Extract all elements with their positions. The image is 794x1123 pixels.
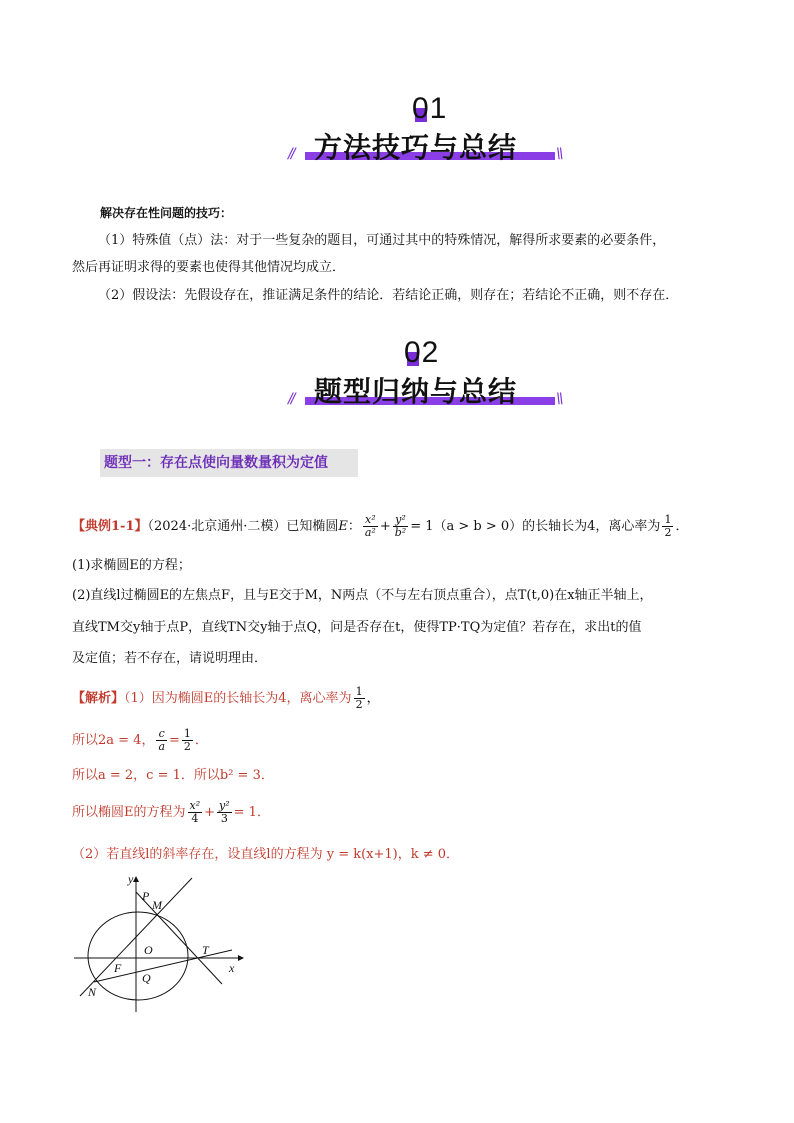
section2-left-slash-icon: // <box>288 391 294 407</box>
question-2-line-3: 及定值；若不存在，请说明理由． <box>72 651 268 666</box>
y-axis-arrow-icon <box>133 876 139 882</box>
fraction-y2-b2: $\frac{\text{y²}}{\text{b²}}$ <box>394 513 407 539</box>
solution-line-4: 所以椭圆E的方程为 $\frac{\text{x²}}{4}$ + $\frac{\text{y²}}{3}$ = 1． <box>72 799 270 825</box>
ellipse-e-symbol: E <box>338 519 348 534</box>
solution-tag: 【解析】 <box>72 691 125 706</box>
section2-title: 题型归纳与总结 <box>314 375 518 408</box>
label-p: P <box>142 889 150 903</box>
solution-line-1: 【解析】（1）因为椭圆E的长轴长为4，离心率为 $\frac{1}{2}$ ， <box>72 685 380 711</box>
label-x: x <box>229 961 235 975</box>
type1-label: 题型一：存在点使向量数量积为定值 <box>104 455 328 471</box>
section2-right-slash-icon: \\ <box>556 391 562 407</box>
label-o: O <box>144 943 153 957</box>
example-statement: 【典例1-1】（2024·北京通州·二模）已知椭圆E： $\frac{\text{x²}}{\text{a²}}$ + $\frac{\text{y²}}{\text{b²}}$ = 1（a > b > 0）的长轴长为4，离心率为 $\frac{1}{2}$ ． <box>72 513 689 539</box>
technique-item-1-line-2: 然后再证明求得的要素也使得其他情况均成立． <box>72 260 346 275</box>
section1-title: 方法技巧与总结 <box>314 131 518 164</box>
solution-line-2: 所以2a = 4， $\frac{c}{a}$ = $\frac{1}{2}$ ． <box>72 727 208 753</box>
x-axis-arrow-icon <box>238 955 244 961</box>
example-source: （2024·北京通州·二模）已知椭圆 <box>147 519 339 534</box>
fraction-one-half: $\frac{1}{2}$ <box>664 513 672 539</box>
label-f: F <box>114 961 122 975</box>
label-m: M <box>152 898 162 912</box>
fraction-y2-over-3: $\frac{\text{y²}}{3}$ <box>219 799 230 825</box>
section2-number: 02 <box>404 336 440 369</box>
ellipse-e <box>88 912 188 1000</box>
label-n: N <box>88 985 97 999</box>
label-q: Q <box>142 971 151 985</box>
fraction-x2-a2: $\frac{\text{x²}}{\text{a²}}$ <box>364 513 376 539</box>
fraction-one-half-2: $\frac{1}{2}$ <box>355 685 363 711</box>
example-condition: （a > b > 0）的长轴长为4，离心率为 <box>433 519 661 534</box>
techniques-heading: 解决存在性问题的技巧： <box>100 206 233 220</box>
section1-left-slash-icon: // <box>288 146 294 162</box>
solution-line-5: （2）若直线l的斜率存在，设直线l的方程为 y = k(x+1)，k ≠ 0． <box>72 847 460 862</box>
solution-line-3: 所以a = 2，c = 1．所以b² = 3． <box>72 768 274 783</box>
example-tag: 【典例1-1】 <box>72 519 148 534</box>
label-y: y <box>128 872 134 886</box>
question-2-line-2: 直线TM交y轴于点P，直线TN交y轴于点Q，问是否存在t，使得TP·TQ为定值？若存在，求出t的值 <box>72 620 642 635</box>
section1-right-slash-icon: \\ <box>556 146 562 162</box>
technique-item-2: （2）假设法：先假设存在，推证满足条件的结论．若结论正确，则存在；若结论不正确，则不存在． <box>98 288 679 303</box>
label-t: T <box>202 943 209 957</box>
question-2-line-1: (2)直线l过椭圆E的左焦点F，且与E交于M，N两点（不与左右顶点重合），点T(t,0)在x轴正半轴上， <box>72 588 653 603</box>
fraction-one-half-3: $\frac{1}{2}$ <box>183 727 191 753</box>
fraction-x2-over-4: $\frac{\text{x²}}{4}$ <box>189 799 201 825</box>
question-1: (1)求椭圆E的方程； <box>72 558 191 573</box>
ellipse-figure <box>66 872 256 1012</box>
technique-item-1-line-1: （1）特殊值（点）法：对于一些复杂的题目，可通过其中的特殊情况，解得所求要素的必要条件， <box>98 233 666 248</box>
section1-number: 01 <box>412 92 448 125</box>
fraction-c-over-a: $\frac{c}{a}$ <box>158 727 166 753</box>
